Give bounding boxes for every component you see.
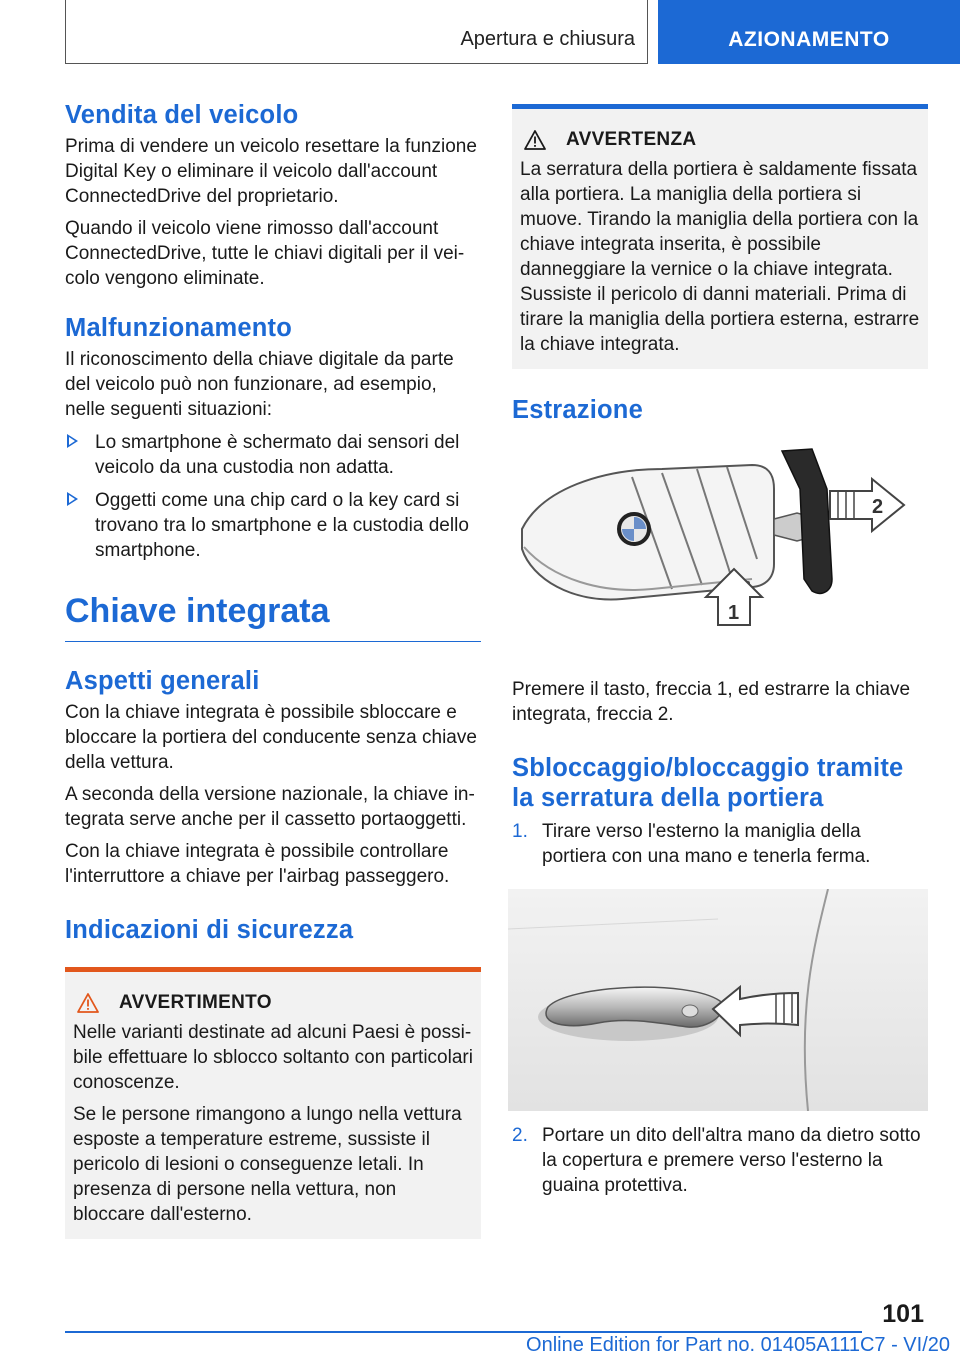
- heading-vendita: Vendita del veicolo: [65, 101, 299, 129]
- footer-divider: [65, 1331, 862, 1333]
- aspetti-paragraph-1: Con la chiave integrata è possibile sbloccare e bloccare la portiera del conducente senza chiave della vettura.: [65, 702, 477, 773]
- arrow-2-label: 2: [872, 496, 884, 518]
- aspetti-paragraph-3: Con la chiave integrata è possibile controllare l'interruttore a chiave per l'airbag passeggero.: [65, 841, 450, 887]
- list-item: [65, 488, 481, 563]
- malf-paragraph-1: Il riconoscimento della chiave digitale da parte del veicolo può non funzionare, ad esempio, nelle seguenti situazioni:: [65, 349, 454, 420]
- step-text: Tirare verso l'esterno la maniglia della portiera con una mano e tenerla ferma.: [542, 821, 871, 867]
- page-number: 101: [882, 1300, 924, 1328]
- warning-title: [520, 129, 920, 151]
- warning-title: [73, 992, 473, 1014]
- heading-aspetti-generali: Aspetti generali: [65, 667, 260, 695]
- bullet-triangle-icon: [67, 434, 78, 448]
- door-handle-illustration: [508, 889, 928, 1111]
- vendita-paragraph-1: Prima di vendere un veicolo resettare la funzione Digital Key o eliminare il veicolo dall'account ConnectedDrive del proprietario.: [65, 136, 477, 207]
- bullet-triangle-icon: [67, 492, 78, 506]
- list-item-text: Oggetti come una chip card o la key card si trovano tra lo smartphone e la custodia dello smartphone.: [95, 490, 469, 561]
- avvertimento-paragraph-1: Nelle varianti destinate ad alcuni Paesi è possibile effettuare lo sblocco soltanto con particolari conoscenze.: [73, 1022, 473, 1093]
- arrow-2-icon: [830, 479, 904, 531]
- heading-estrazione: Estrazione: [512, 396, 643, 424]
- header-chapter-tab[interactable]: [658, 0, 960, 64]
- lock-cover: [682, 1005, 698, 1017]
- list-item-text: Lo smartphone è schermato dai sensori del veicolo da una custodia non adatta.: [95, 432, 460, 478]
- warning-box-avvertimento: [65, 967, 481, 1239]
- aspetti-paragraph-2: A seconda della versione nazionale, la chiave integrata serve anche per il cassetto portaoggetti.: [65, 784, 475, 830]
- vendita-paragraph-2: Quando il veicolo viene rimosso dall'account ConnectedDrive, tutte le chiavi digitali per il veicolo vengono eliminate.: [65, 218, 465, 289]
- right-column: [512, 104, 928, 1198]
- step-number: 1.: [512, 821, 528, 842]
- arrow-1-label: 1: [728, 602, 740, 624]
- header-section-title: Apertura e chiusura: [460, 28, 635, 50]
- estrazione-paragraph-1: Premere il tasto, freccia 1, ed estrarre la chiave integrata, freccia 2.: [512, 679, 911, 725]
- heading-sicurezza: Indicazioni di sicurezza: [65, 916, 354, 944]
- step-text: Portare un dito dell'altra mano da dietro sotto la copertura e premere verso l'esterno la guaina protettiva.: [542, 1125, 921, 1196]
- list-item: [512, 1123, 928, 1198]
- warning-box-avvertenza: [512, 104, 928, 369]
- key-extraction-illustration: [512, 429, 928, 639]
- header-section-box: [65, 0, 648, 64]
- warning-title-text: AVVERTENZA: [566, 129, 697, 150]
- warning-title-text: AVVERTIMENTO: [119, 992, 272, 1013]
- warning-triangle-icon: [77, 993, 99, 1013]
- avvertenza-paragraph-1: La serratura della portiera è saldamente fissata alla portiera. La maniglia della portiera si muove. Tirando la maniglia della portiera con la chiave integrata inserita, è possibile danneggiare la vernice o la chiave integrata. Sussiste il pericolo di danni materiali. Prima di tirare la maniglia della portiera esterna, estrarre la chiave integrata.: [520, 159, 920, 355]
- step-number: 2.: [512, 1125, 528, 1146]
- list-item: [65, 430, 481, 480]
- heading-malfunzionamento: Malfunzionamento: [65, 314, 293, 342]
- left-column: [65, 100, 481, 1239]
- list-item: [512, 819, 928, 869]
- warning-triangle-icon: [524, 130, 546, 150]
- footer-edition[interactable]: Online Edition for Part no. 01405A111C7 - VI/20: [526, 1334, 950, 1356]
- heading-sbloccaggio: Sbloccaggio/bloccaggio tramite la serratura della portiera: [512, 754, 904, 812]
- heading-chiave-integrata: Chiave integrata: [65, 591, 481, 642]
- header-chapter-title: AZIONAMENTO: [728, 28, 890, 51]
- avvertimento-paragraph-2: Se le persone rimangono a lungo nella vettura esposte a temperature estreme, sussiste il pericolo di lesioni o conseguenze letali. In presenza di persone nella vettura, non bloccare dall'esterno.: [73, 1104, 462, 1225]
